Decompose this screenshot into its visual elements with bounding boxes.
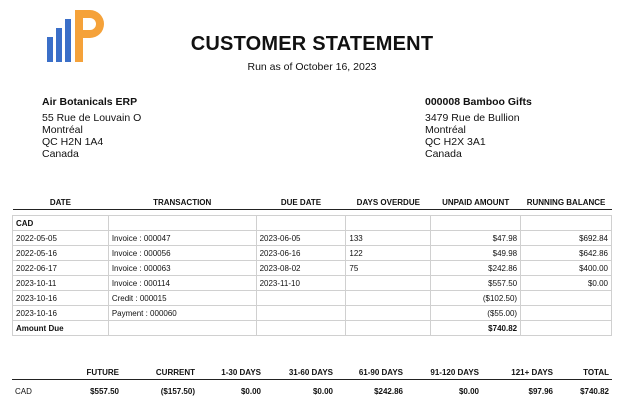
cell-due-date [256, 291, 346, 306]
cell-running-balance: $692.84 [521, 231, 612, 246]
cell-date: 2023-10-16 [13, 306, 109, 321]
cell-days-overdue [346, 276, 431, 291]
address-line: Canada [42, 148, 79, 160]
currency-row [13, 216, 612, 231]
table-row [13, 246, 612, 261]
aging-header-1-30: 1-30 DAYS [198, 365, 264, 380]
cell-running-balance: $642.86 [521, 246, 612, 261]
amount-due-label: Amount Due [13, 321, 109, 336]
cell-due-date: 2023-06-16 [256, 246, 346, 261]
table-row [13, 261, 612, 276]
column-header-date: DATE [13, 195, 109, 210]
table-row [13, 306, 612, 321]
address-line: Canada [425, 148, 462, 160]
aging-summary-table [12, 365, 612, 398]
address-line: QC H2X 3A1 [425, 136, 486, 148]
cell-due-date: 2023-08-02 [256, 261, 346, 276]
address-line: Montréal [42, 124, 83, 136]
cell-transaction: Credit : 000015 [108, 291, 256, 306]
cell-due-date: 2023-06-05 [256, 231, 346, 246]
aging-total: $740.82 [580, 386, 609, 396]
cell-days-overdue: 133 [346, 231, 431, 246]
run-date: Run as of October 16, 2023 [247, 61, 377, 73]
cell-unpaid-amount: $557.50 [431, 276, 521, 291]
aging-header-future: FUTURE [62, 365, 122, 380]
aging-header-blank [12, 365, 62, 380]
aging-header-61-90: 61-90 DAYS [336, 365, 406, 380]
address-line: 55 Rue de Louvain O [42, 112, 142, 124]
aging-121-plus: $97.96 [528, 386, 553, 396]
customer-name: 000008 Bamboo Gifts [425, 96, 532, 108]
aging-row [12, 380, 612, 399]
aging-61-90: $242.86 [374, 386, 403, 396]
cell-days-overdue: 122 [346, 246, 431, 261]
address-line: Montréal [425, 124, 466, 136]
aging-31-60: $0.00 [312, 386, 333, 396]
aging-currency: CAD [15, 386, 32, 396]
company-name: Air Botanicals ERP [42, 96, 138, 108]
column-header-unpaid-amount: UNPAID AMOUNT [431, 195, 521, 210]
currency-label: CAD [13, 216, 109, 231]
aging-header-91-120: 91-120 DAYS [406, 365, 482, 380]
cell-running-balance: $0.00 [521, 276, 612, 291]
table-row [13, 291, 612, 306]
column-header-days-overdue: DAYS OVERDUE [346, 195, 431, 210]
aging-1-30: $0.00 [240, 386, 261, 396]
aging-header-31-60: 31-60 DAYS [264, 365, 336, 380]
aging-header-121-plus: 121+ DAYS [482, 365, 556, 380]
cell-transaction: Invoice : 000047 [108, 231, 256, 246]
cell-transaction: Invoice : 000063 [108, 261, 256, 276]
cell-unpaid-amount: $47.98 [431, 231, 521, 246]
cell-date: 2022-05-05 [13, 231, 109, 246]
cell-date: 2023-10-11 [13, 276, 109, 291]
amount-due-value: $740.82 [431, 321, 521, 336]
address-line: QC H2N 1A4 [42, 136, 104, 148]
cell-running-balance [521, 291, 612, 306]
cell-date: 2022-06-17 [13, 261, 109, 276]
cell-due-date: 2023-11-10 [256, 276, 346, 291]
cell-unpaid-amount: ($102.50) [431, 291, 521, 306]
aging-future: $557.50 [90, 386, 119, 396]
column-header-running-balance: RUNNING BALANCE [521, 195, 612, 210]
cell-running-balance [521, 306, 612, 321]
company-address [42, 96, 141, 160]
column-header-transaction: TRANSACTION [108, 195, 256, 210]
cell-days-overdue [346, 306, 431, 321]
cell-days-overdue [346, 291, 431, 306]
cell-unpaid-amount: ($55.00) [431, 306, 521, 321]
statement-table [12, 195, 612, 336]
customer-address [425, 96, 532, 160]
address-line: 3479 Rue de Bullion [425, 112, 520, 124]
table-row [13, 231, 612, 246]
cell-days-overdue: 75 [346, 261, 431, 276]
aging-header-current: CURRENT [122, 365, 198, 380]
cell-date: 2022-05-16 [13, 246, 109, 261]
aging-91-120: $0.00 [458, 386, 479, 396]
cell-transaction: Invoice : 000056 [108, 246, 256, 261]
cell-running-balance: $400.00 [521, 261, 612, 276]
cell-date: 2023-10-16 [13, 291, 109, 306]
cell-due-date [256, 306, 346, 321]
page-title: CUSTOMER STATEMENT [190, 33, 434, 55]
cell-unpaid-amount: $242.86 [431, 261, 521, 276]
amount-due-row [13, 321, 612, 336]
table-row [13, 276, 612, 291]
cell-unpaid-amount: $49.98 [431, 246, 521, 261]
cell-transaction: Payment : 000060 [108, 306, 256, 321]
cell-transaction: Invoice : 000114 [108, 276, 256, 291]
aging-current: ($157.50) [160, 386, 195, 396]
column-header-due-date: DUE DATE [256, 195, 346, 210]
aging-header-total: TOTAL [556, 365, 612, 380]
